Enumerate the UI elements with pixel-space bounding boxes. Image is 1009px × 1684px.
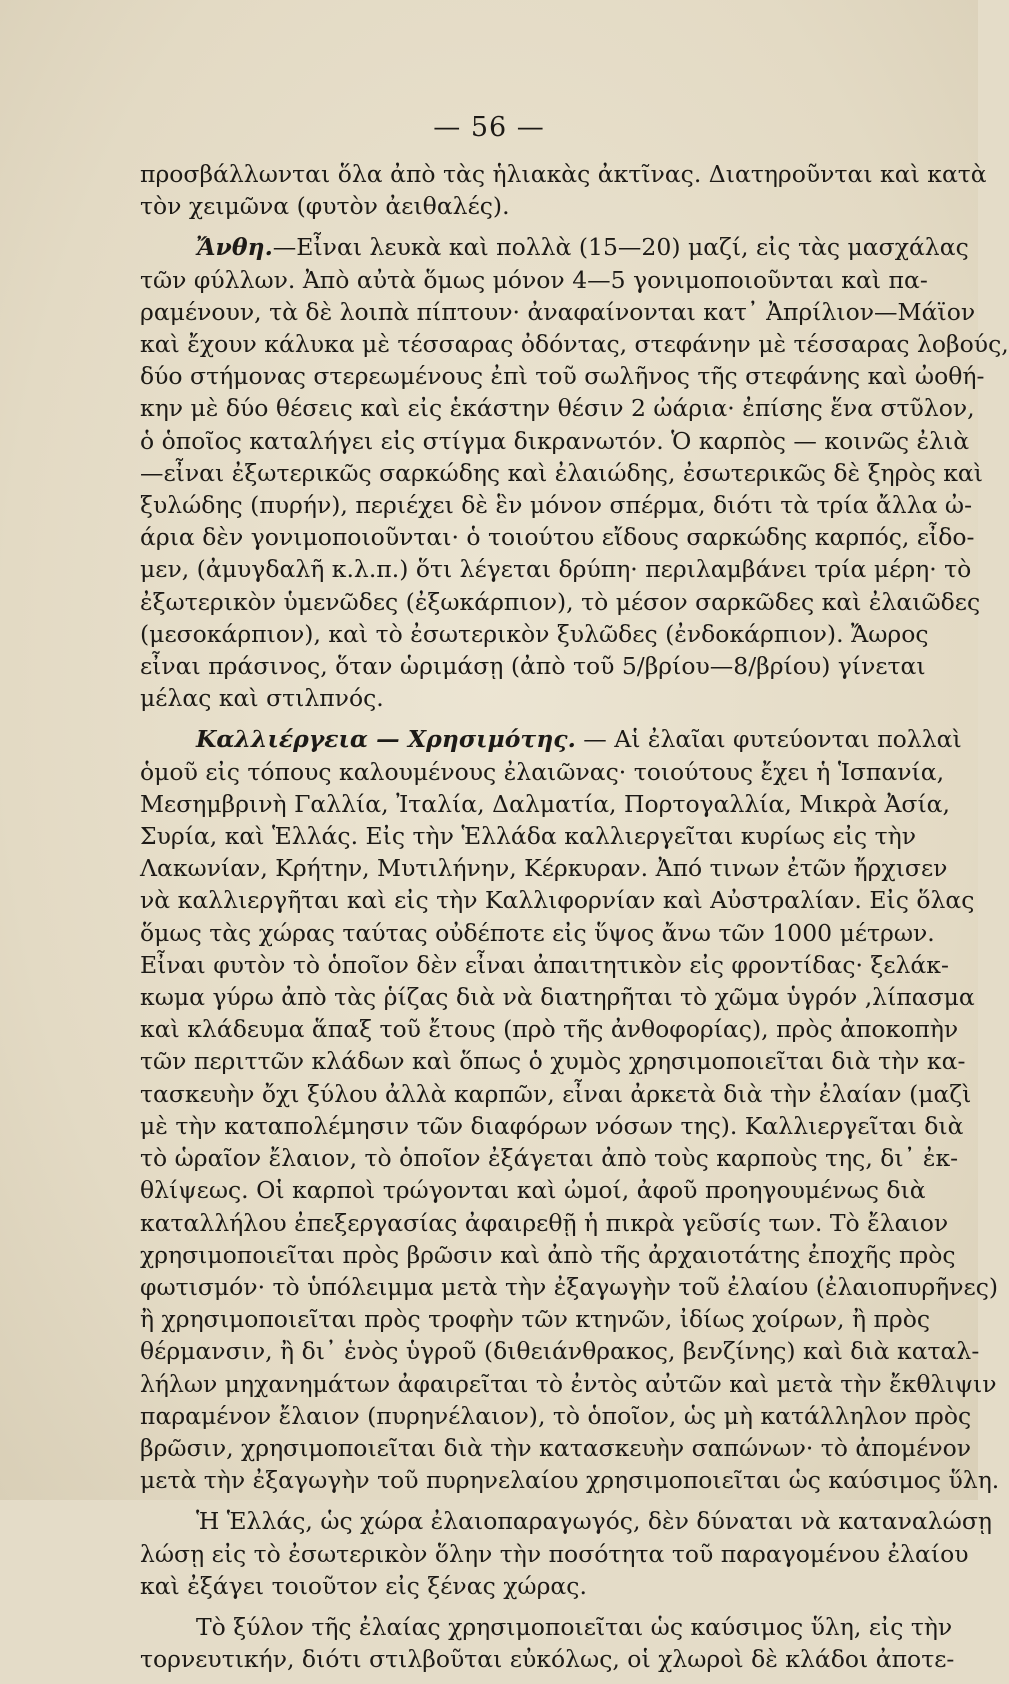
text-line: Λακωνίαν, Κρήτην, Μυτιλήνην, Κέρκυραν. Ἀπό τινων ἐτῶν ἤρχισεν [140,854,948,883]
text-line: τασκευὴν ὄχι ξύλου ἀλλὰ καρπῶν, εἶναι ἀρκετὰ διὰ τὴν ἐλαίαν (μαζὶ [140,1079,972,1108]
text-fragment: —Εἶναι λευκὰ καὶ πολλὰ (15—20) μαζί, εἰς τὰς μασχάλας [272,233,969,262]
text-line: (μεσοκάρπιον), καὶ τὸ ἐσωτερικὸν ξυλῶδες (ἐνδοκάρπιον). Ἄωρος [140,619,929,648]
text-line: ἐξωτερικὸν ὑμενῶδες (ἐξωκάρπιον), τὸ μέσον σαρκῶδες καὶ ἐλαιῶδες [140,587,981,616]
text-line: θλίψεως. Οἱ καρποὶ τρώγονται καὶ ὠμοί, ἀφοῦ προηγουμένως διὰ [140,1176,926,1205]
text-line: μέλας καὶ στιλπνός. [140,684,384,713]
text-line: ξυλώδης (πυρήν), περιέχει δὲ ἓν μόνον σπέρμα, διότι τὰ τρία ἄλλα ὠ- [140,491,973,520]
text-line: καὶ ἔχουν κάλυκα μὲ τέσσαρας ὀδόντας, στεφάνην μὲ τέσσαρας λοβούς, [140,330,1009,359]
text-line: άρια δὲν γονιμοποιοῦνται· ὁ τοιούτου εἴδους σαρκώδης καρπός, εἶδο- [140,523,975,552]
text-line: τὸ ὡραῖον ἔλαιον, τὸ ὁποῖον ἐξάγεται ἀπὸ τοὺς καρποὺς της, δι᾽ ἐκ- [140,1144,959,1173]
text-line: Εἶναι φυτὸν τὸ ὁποῖον δὲν εἶναι ἀπαιτητικὸν εἰς φροντίδας· ξελάκ- [140,950,949,979]
text-line: Τὸ ξύλον τῆς ἐλαίας χρησιμοποιεῖται ὡς καύσιμος ὕλη, εἰς τὴν [196,1612,953,1641]
section-heading-cultivation: Καλλιέργεια — Χρησιμότης. [196,725,576,754]
text-line: χρησιμοποιεῖται πρὸς βρῶσιν καὶ ἀπὸ τῆς ἀρχαιοτάτης ἐποχῆς πρὸς [140,1240,956,1269]
text-line [140,231,969,263]
text-line: ὁ ὁποῖος καταλήγει εἰς στίγμα δικρανωτόν. Ὁ καρπὸς — κοινῶς ἐλιὰ [140,426,970,455]
text-line: μὲ τὴν καταπολέμησιν τῶν διαφόρων νόσων της). Καλλιεργεῖται διὰ [140,1111,964,1140]
section-heading-flowers: Ἄνθη. [196,233,273,262]
text-line: Συρία, καὶ Ἑλλάς. Εἰς τὴν Ἑλλάδα καλλιεργεῖται κυρίως εἰς τὴν [140,822,916,851]
text-fragment: — Αἱ ἐλαῖαι φυτεύονται πολλαὶ [575,725,962,754]
text-line: παραμένον ἔλαιον (πυρηνέλαιον), τὸ ὁποῖον, ὡς μὴ κατάλληλον πρὸς [140,1401,972,1430]
text-line: —εἶναι ἐξωτερικῶς σαρκώδης καὶ ἐλαιώδης, ἐσωτερικῶς δὲ ξηρὸς καὶ [140,458,984,487]
text-line: καταλλήλου ἐπεξεργασίας ἀφαιρεθῇ ἡ πικρὰ γεῦσίς των. Τὸ ἔλαιον [140,1208,949,1237]
text-line: τῶν περιττῶν κλάδων καὶ ὅπως ὁ χυμὸς χρησιμοποιεῖται διὰ τὴν κα- [140,1047,966,1076]
text-line: τῶν φύλλων. Ἀπὸ αὐτὰ ὅμως μόνον 4—5 γονιμοποιοῦνται καὶ πα- [140,265,928,294]
text-line: δύο στήμονας στερεωμένους ἐπὶ τοῦ σωλῆνος τῆς στεφάνης καὶ ὠοθή- [140,362,985,391]
paragraph-cultivation [140,723,1000,1496]
text-line: μετὰ τὴν ἐξαγωγὴν τοῦ πυρηνελαίου χρησιμοποιεῖται ὡς καύσιμος ὕλη. [140,1466,1000,1495]
text-line: θέρμανσιν, ἢ δι᾽ ἑνὸς ὑγροῦ (διθειάνθρακος, βενζίνης) καὶ διὰ καταλ- [140,1337,980,1366]
text-line [140,723,962,755]
text-line: Ἡ Ἑλλάς, ὡς χώρα ἐλαιοπαραγωγός, δὲν δύναται νὰ καταναλώσῃ [196,1507,992,1536]
text-line: λήλων μηχανημάτων ἀφαιρεῖται τὸ ἐντὸς αὐτῶν καὶ μετὰ τὴν ἔκθλιψιν [140,1369,997,1398]
text-line: κωμα γύρω ἀπὸ τὰς ῥίζας διὰ νὰ διατηρῆται τὸ χῶμα ὑγρόν ,λίπασμα [140,983,975,1012]
text-line: κην μὲ δύο θέσεις καὶ εἰς ἑκάστην θέσιν 2 ὠάρια· ἐπίσης ἕνα στῦλον, [140,394,975,423]
page-number: — 56 — [433,112,545,143]
text-line: ἢ χρησιμοποιεῖται πρὸς τροφὴν τῶν κτηνῶν, ἰδίως χοίρων, ἢ πρὸς [140,1305,931,1334]
text-line: Μεσημβρινὴ Γαλλία, Ἰταλία, Δαλματία, Πορτογαλλία, Μικρὰ Ἀσία, [140,789,951,818]
text-line: νὰ καλλιεργῆται καὶ εἰς τὴν Καλλιφορνίαν καὶ Αὐστραλίαν. Εἰς ὅλας [140,886,975,915]
paragraph-flowers [140,231,1009,714]
text-line: προσβάλλωνται ὅλα ἀπὸ τὰς ἡλιακὰς ἀκτῖνας. Διατηροῦνται καὶ κατὰ [140,160,987,188]
text-line: μεν, (ἀμυγδαλῆ κ.λ.π.) ὅτι λέγεται δρύπη· περιλαμβάνει τρία μέρη· τὸ [140,555,972,584]
text-line: εἶναι πράσινος, ὅταν ὡριμάσῃ (ἀπὸ τοῦ 5/βρίου—8/βρίου) γίνεται [140,652,926,681]
text-line: ραμένουν, τὰ δὲ λοιπὰ πίπτουν· ἀναφαίνονται κατ᾽ Ἀπρίλιον—Μάϊον [140,297,976,326]
text-line: βρῶσιν, χρησιμοποιεῖται διὰ τὴν κατασκευὴν σαπώνων· τὸ ἀπομένον [140,1433,972,1462]
text-line: καὶ ἐξάγει τοιοῦτον εἰς ξένας χώρας. [140,1571,587,1600]
text-line: τορνευτικήν, διότι στιλβοῦται εὐκόλως, οἱ χλωροὶ δὲ κλάδοι ἀποτε- [140,1645,955,1674]
paragraph-wood [140,1611,955,1675]
text-line: ὁμοῦ εἰς τόπους καλουμένους ἐλαιῶνας· τοιούτους ἔχει ἡ Ἱσπανία, [140,757,945,786]
paragraph-intro [140,158,987,222]
text-line: φωτισμόν· τὸ ὑπόλειμμα μετὰ τὴν ἐξαγωγὴν τοῦ ἐλαίου (ἐλαιοπυρῆνες) [140,1272,999,1301]
body-text [140,158,1009,1684]
paragraph-greece [140,1505,992,1602]
text-line: καὶ κλάδευμα ἅπαξ τοῦ ἔτους (πρὸ τῆς ἀνθοφορίας), πρὸς ἀποκοπὴν [140,1015,959,1044]
text-line: ὅμως τὰς χώρας ταύτας οὐδέποτε εἰς ὕψος ἄνω τῶν 1000 μέτρων. [140,918,935,947]
text-line: λώσῃ εἰς τὸ ἐσωτερικὸν ὅλην τὴν ποσότητα τοῦ παραγομένου ἐλαίου [140,1539,969,1568]
text-line: τὸν χειμῶνα (φυτὸν ἀειθαλές). [140,192,510,221]
